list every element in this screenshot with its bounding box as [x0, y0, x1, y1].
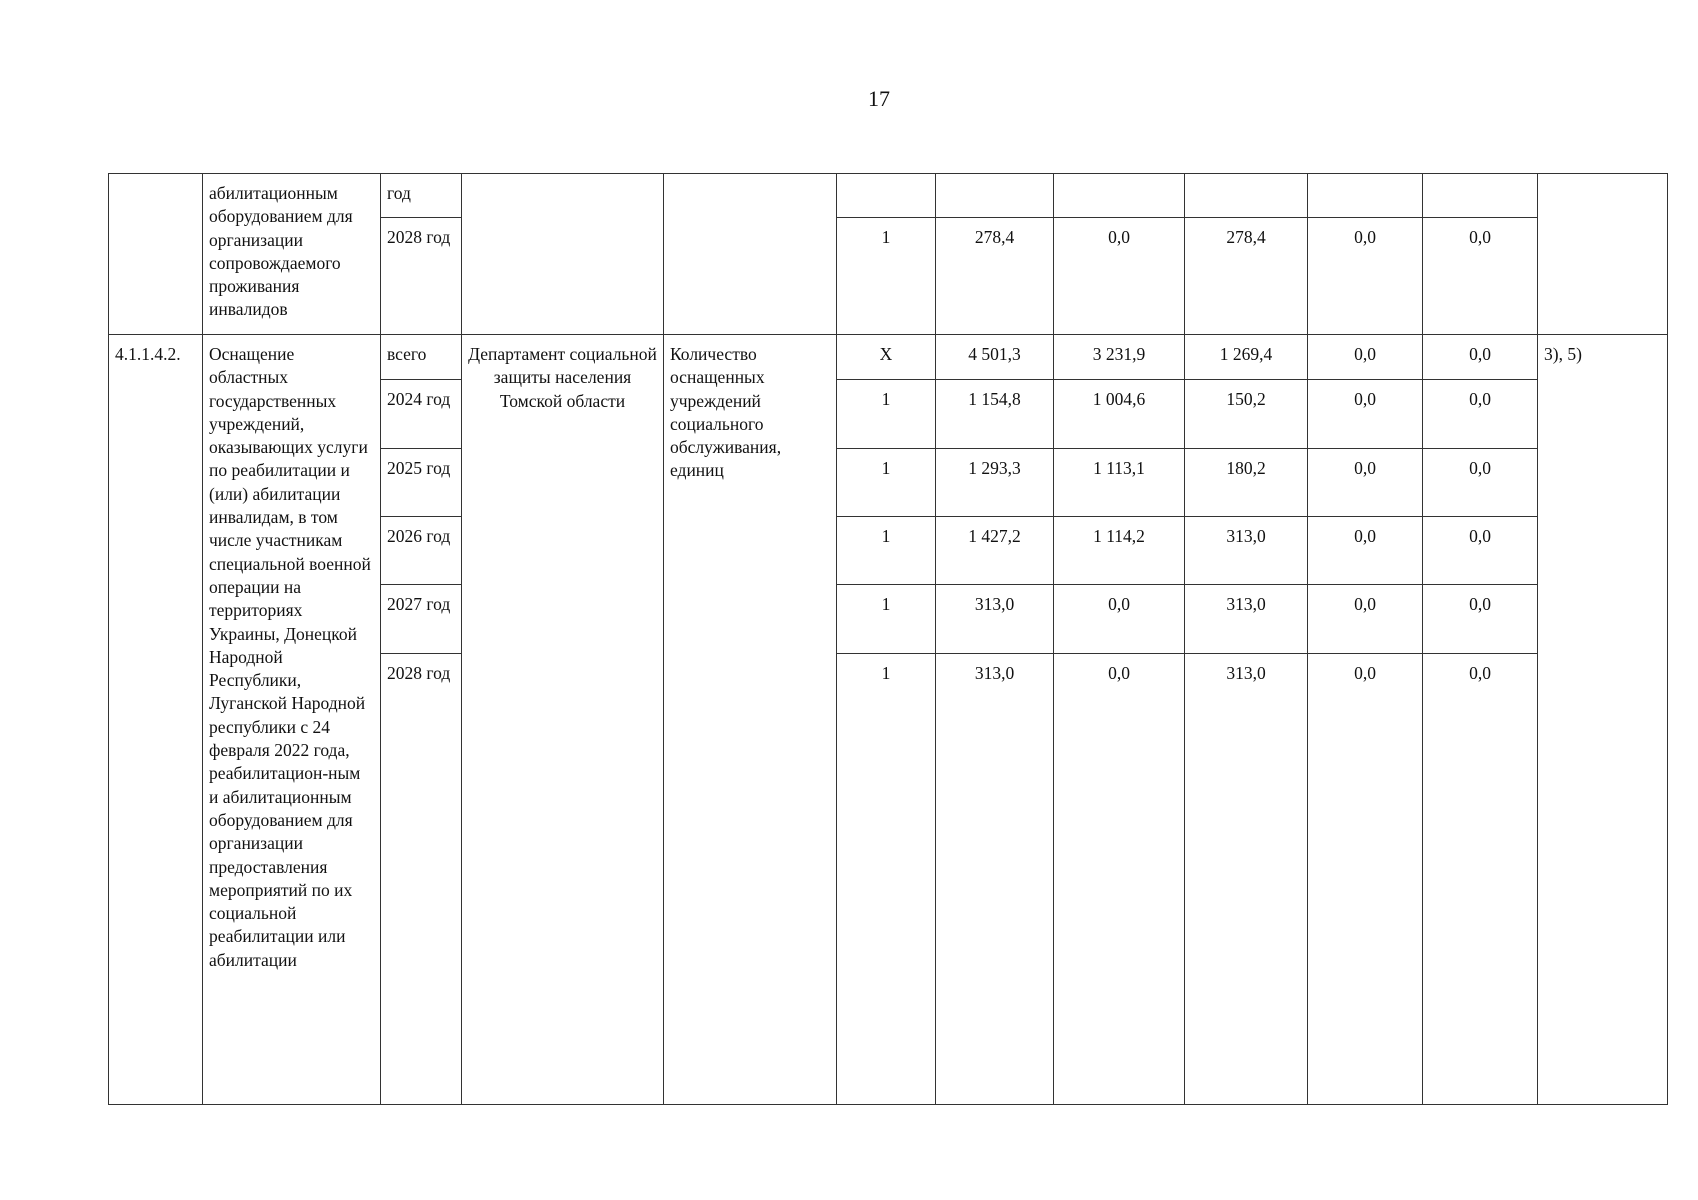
total-cell: 4 501,3 — [936, 335, 1054, 380]
note-cell: 3), 5) — [1538, 335, 1668, 1105]
total-cell: 1 427,2 — [936, 517, 1054, 585]
regional-cell — [1185, 174, 1308, 218]
total-cell: 1 154,8 — [936, 380, 1054, 449]
extra-cell: 0,0 — [1423, 654, 1538, 1105]
extra-cell: 0,0 — [1423, 585, 1538, 654]
regional-cell: 150,2 — [1185, 380, 1308, 449]
count-cell: 1 — [837, 517, 936, 585]
indicator-cell — [664, 174, 837, 335]
federal-cell — [1054, 174, 1185, 218]
regional-cell: 278,4 — [1185, 218, 1308, 335]
regional-cell: 1 269,4 — [1185, 335, 1308, 380]
local-cell: 0,0 — [1308, 585, 1423, 654]
extra-cell: 0,0 — [1423, 218, 1538, 335]
extra-cell: 0,0 — [1423, 335, 1538, 380]
period-label: 2028 год — [381, 218, 462, 335]
federal-cell: 1 114,2 — [1054, 517, 1185, 585]
regional-cell: 313,0 — [1185, 585, 1308, 654]
total-cell: 278,4 — [936, 218, 1054, 335]
item-name-cell: Оснащение областных государственных учреждений, оказывающих услуги по реабилитации и (или) абилитации инвалидам, в том числе участникам специальной военной операции на территориях Украины, Донецкой Народной Республики, Луганской Народной республики с 24 февраля 2022 года, реабилитацион-ным и абилитационным оборудованием для организации предоставления мероприятий по их социальной реабилитации или абилитации — [203, 335, 381, 1105]
count-cell: 1 — [837, 449, 936, 517]
indicator-cell: Количество оснащенных учреждений социального обслуживания, единиц — [664, 335, 837, 1105]
local-cell: 0,0 — [1308, 218, 1423, 335]
local-cell: 0,0 — [1308, 449, 1423, 517]
federal-cell: 0,0 — [1054, 218, 1185, 335]
period-label: 2026 год — [381, 517, 462, 585]
program-table — [108, 173, 1668, 1105]
federal-cell: 1 113,1 — [1054, 449, 1185, 517]
item-code-cell — [109, 174, 203, 335]
extra-cell: 0,0 — [1423, 517, 1538, 585]
local-cell: 0,0 — [1308, 654, 1423, 1105]
local-cell — [1308, 174, 1423, 218]
count-cell: 1 — [837, 654, 936, 1105]
total-cell: 313,0 — [936, 585, 1054, 654]
period-label: всего — [381, 335, 462, 380]
count-cell: 1 — [837, 585, 936, 654]
table-row — [109, 174, 1668, 218]
executor-cell: Департамент социальной защиты населения Томской области — [462, 335, 664, 1105]
extra-cell: 0,0 — [1423, 380, 1538, 449]
extra-cell: 0,0 — [1423, 449, 1538, 517]
federal-cell: 0,0 — [1054, 654, 1185, 1105]
regional-cell: 313,0 — [1185, 517, 1308, 585]
regional-cell: 180,2 — [1185, 449, 1308, 517]
note-cell — [1538, 174, 1668, 335]
executor-cell — [462, 174, 664, 335]
total-cell: 1 293,3 — [936, 449, 1054, 517]
period-label: 2024 год — [381, 380, 462, 449]
page-number: 17 — [868, 86, 890, 111]
federal-cell: 3 231,9 — [1054, 335, 1185, 380]
federal-cell: 0,0 — [1054, 585, 1185, 654]
count-cell: 1 — [837, 380, 936, 449]
item-code-cell: 4.1.1.4.2. — [109, 335, 203, 1105]
item-name-cell: абилитационным оборудованием для организации сопровождаемого проживания инвалидов — [203, 174, 381, 335]
regional-cell: 313,0 — [1185, 654, 1308, 1105]
local-cell: 0,0 — [1308, 517, 1423, 585]
total-cell: 313,0 — [936, 654, 1054, 1105]
federal-cell: 1 004,6 — [1054, 380, 1185, 449]
period-label: год — [381, 174, 462, 218]
count-cell — [837, 174, 936, 218]
count-cell: Х — [837, 335, 936, 380]
count-cell: 1 — [837, 218, 936, 335]
local-cell: 0,0 — [1308, 335, 1423, 380]
total-cell — [936, 174, 1054, 218]
local-cell: 0,0 — [1308, 380, 1423, 449]
period-label: 2027 год — [381, 585, 462, 654]
period-label: 2025 год — [381, 449, 462, 517]
extra-cell — [1423, 174, 1538, 218]
period-label: 2028 год — [381, 654, 462, 1105]
table-row — [109, 335, 1668, 380]
